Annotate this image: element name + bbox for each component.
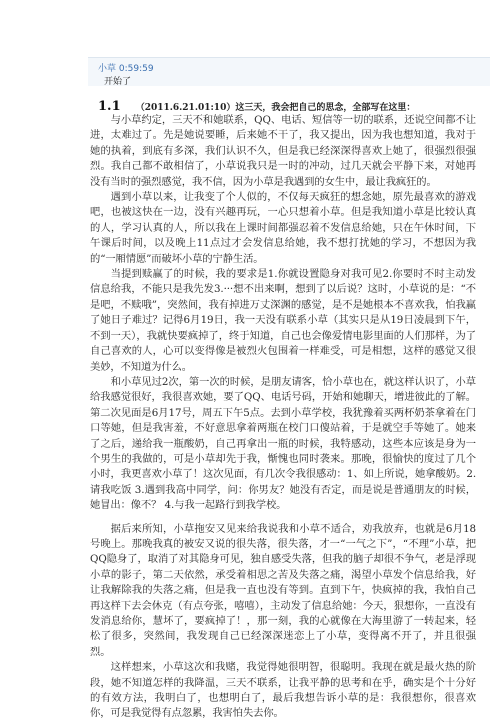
- paragraph-2: 遇到小草以来，让我变了个人似的，不仅每天疯狂的想念她，原先最喜欢的游戏吧，也被这快在一边，没有兴趣再玩，一心只想着小草。但是我知道小草是比较认真的人，学习认真的人，所以我在上课时间都强忍着不发信息给她，只在午休时间，下午课后时间，以及晚上11点过才会发信息给她，我不想打扰她的学习，不想因为我的“一厢情愿”而破坏小草的宁静生活。: [90, 191, 476, 265]
- section-title: （2011.6.21.01:10）这三天，我会把自己的思念，全部写在这里：: [135, 103, 416, 113]
- chat-message-text: 开始了: [104, 77, 132, 87]
- paragraph-6: 这样想来，小草这次和我赌，我觉得她很明智，很聪明。我现在就是最火热的阶段，她不知道怎样的我降温，三天不联系，让我平静的思考和在乎，确实是个十分好的有效方法，我明白了，也想明白了，最后我想告诉小草的是：我很想你，很喜欢你，可是我觉得有点忽累，我害怕失去你。: [90, 661, 476, 720]
- paragraph-4: 和小草见过2次，第一次的时候，是朋友请客，恰小草也在，就这样认识了，小草给我感觉很好，我很喜欢她，要了QQ、电话号码，开始和她聊天，增进彼此的了解。第二次见面是6月17号，周五下午5点。去到小草学校，我犹豫着买两杯奶茶拿着在门口等她，但是我害羞，不好意思拿着两瓶在校门口傻站着，于是就空手等她了。她来了之后，递给我一瓶酸奶，自己再拿出一瓶的时候，我特感动，这些本应该是身为一个男生的我做的，可是小草却先于我，惭愧也同时袭来。那晚，很愉快的度过了几个小时，我更喜欢小草了！这次见面，有几次令我很感动：1、如上所说，她拿酸奶。2.请我吃饭 3.遇到我高中同学，问：你男友？她没有否定，而是说是普通朋友的时候，她冒出：像不？ 4.与我一起路行到我学校。: [90, 375, 476, 512]
- chat-time: 0:59:59: [118, 64, 154, 74]
- section-number: 1.1: [98, 99, 121, 114]
- section-heading: [98, 95, 415, 114]
- paragraph-5: 据后来所知，小草拖安又见来给我说我和小草不适合，劝我放弃，也就是6月18号晚上。那晚我真的被安又说的很失落，很失落，才一“一气之下”，“不理”小草，把QQ隐身了，取消了对其隐身可见，独自感受失落，但我的脑子却很不争气，老是浮现小草的影子，第二天依然，承受着相思之苦及失落之痛，渴望小草发个信息给我，好让我解除我的失落之痛，但是我一直也没有等到。直到下午，快疯掉的我，我怕自己再这样下去会休克（有点夸张，嘻嘻），主动发了信息给她：今天，狠想你，一直没有发消息给你，慧坏了，要疯掉了！，那一刻，我的心就像在大海里游了一转起来，轻松了很多，突然间，我发现自己已经深深迷恋上了小草，变得离不开了，并且很强烈。: [90, 522, 476, 658]
- chat-header: [98, 61, 154, 74]
- body-text: [90, 113, 476, 722]
- paragraph-3: 当提到赎赢了的时候，我的要求是1.你就设置隐身对我可见2.你要时不时主动发信息给我，不能只是我先发3.···想不出来啊，想到了以后说？这时，小草说的是：“不是吧，不赎哦”，突然间，我有掉进万丈深渊的感觉，是不是她根本不喜欢我，怕我赢了她日子难过？记得6月19日，我一天没有联系小草（其实只是从19日凌晨到下午，不到一天），我就快要疯掉了，终于知道，自己也会像爱情电影里面的人们那样，为了自己喜欢的人，心可以变得像是被烈火包围着一样难受，可是相想，这样的感觉又很美妙，不知道为什么。: [90, 268, 476, 373]
- paragraph-1: 与小草约定，三天不和她联系，QQ、电话、短信等一切的联系，还说空间都不让进，太难过了。先是她说要睡，后来她不干了，我又提出，因为我也想知道，我对于她的执着，到底有多深，我们认识不久，但是我已经深深得喜欢上她了，很强烈很强烈。我自己都不敢相信了，小草说我只是一时的冲动，过几天就会平静下来，对她再没有当时的强烈感觉，我不信，因为小草是我遇到的女生中，最让我疯狂的。: [90, 114, 476, 188]
- chat-sender: 小草: [98, 64, 117, 74]
- chat-message-bubble: [88, 57, 490, 86]
